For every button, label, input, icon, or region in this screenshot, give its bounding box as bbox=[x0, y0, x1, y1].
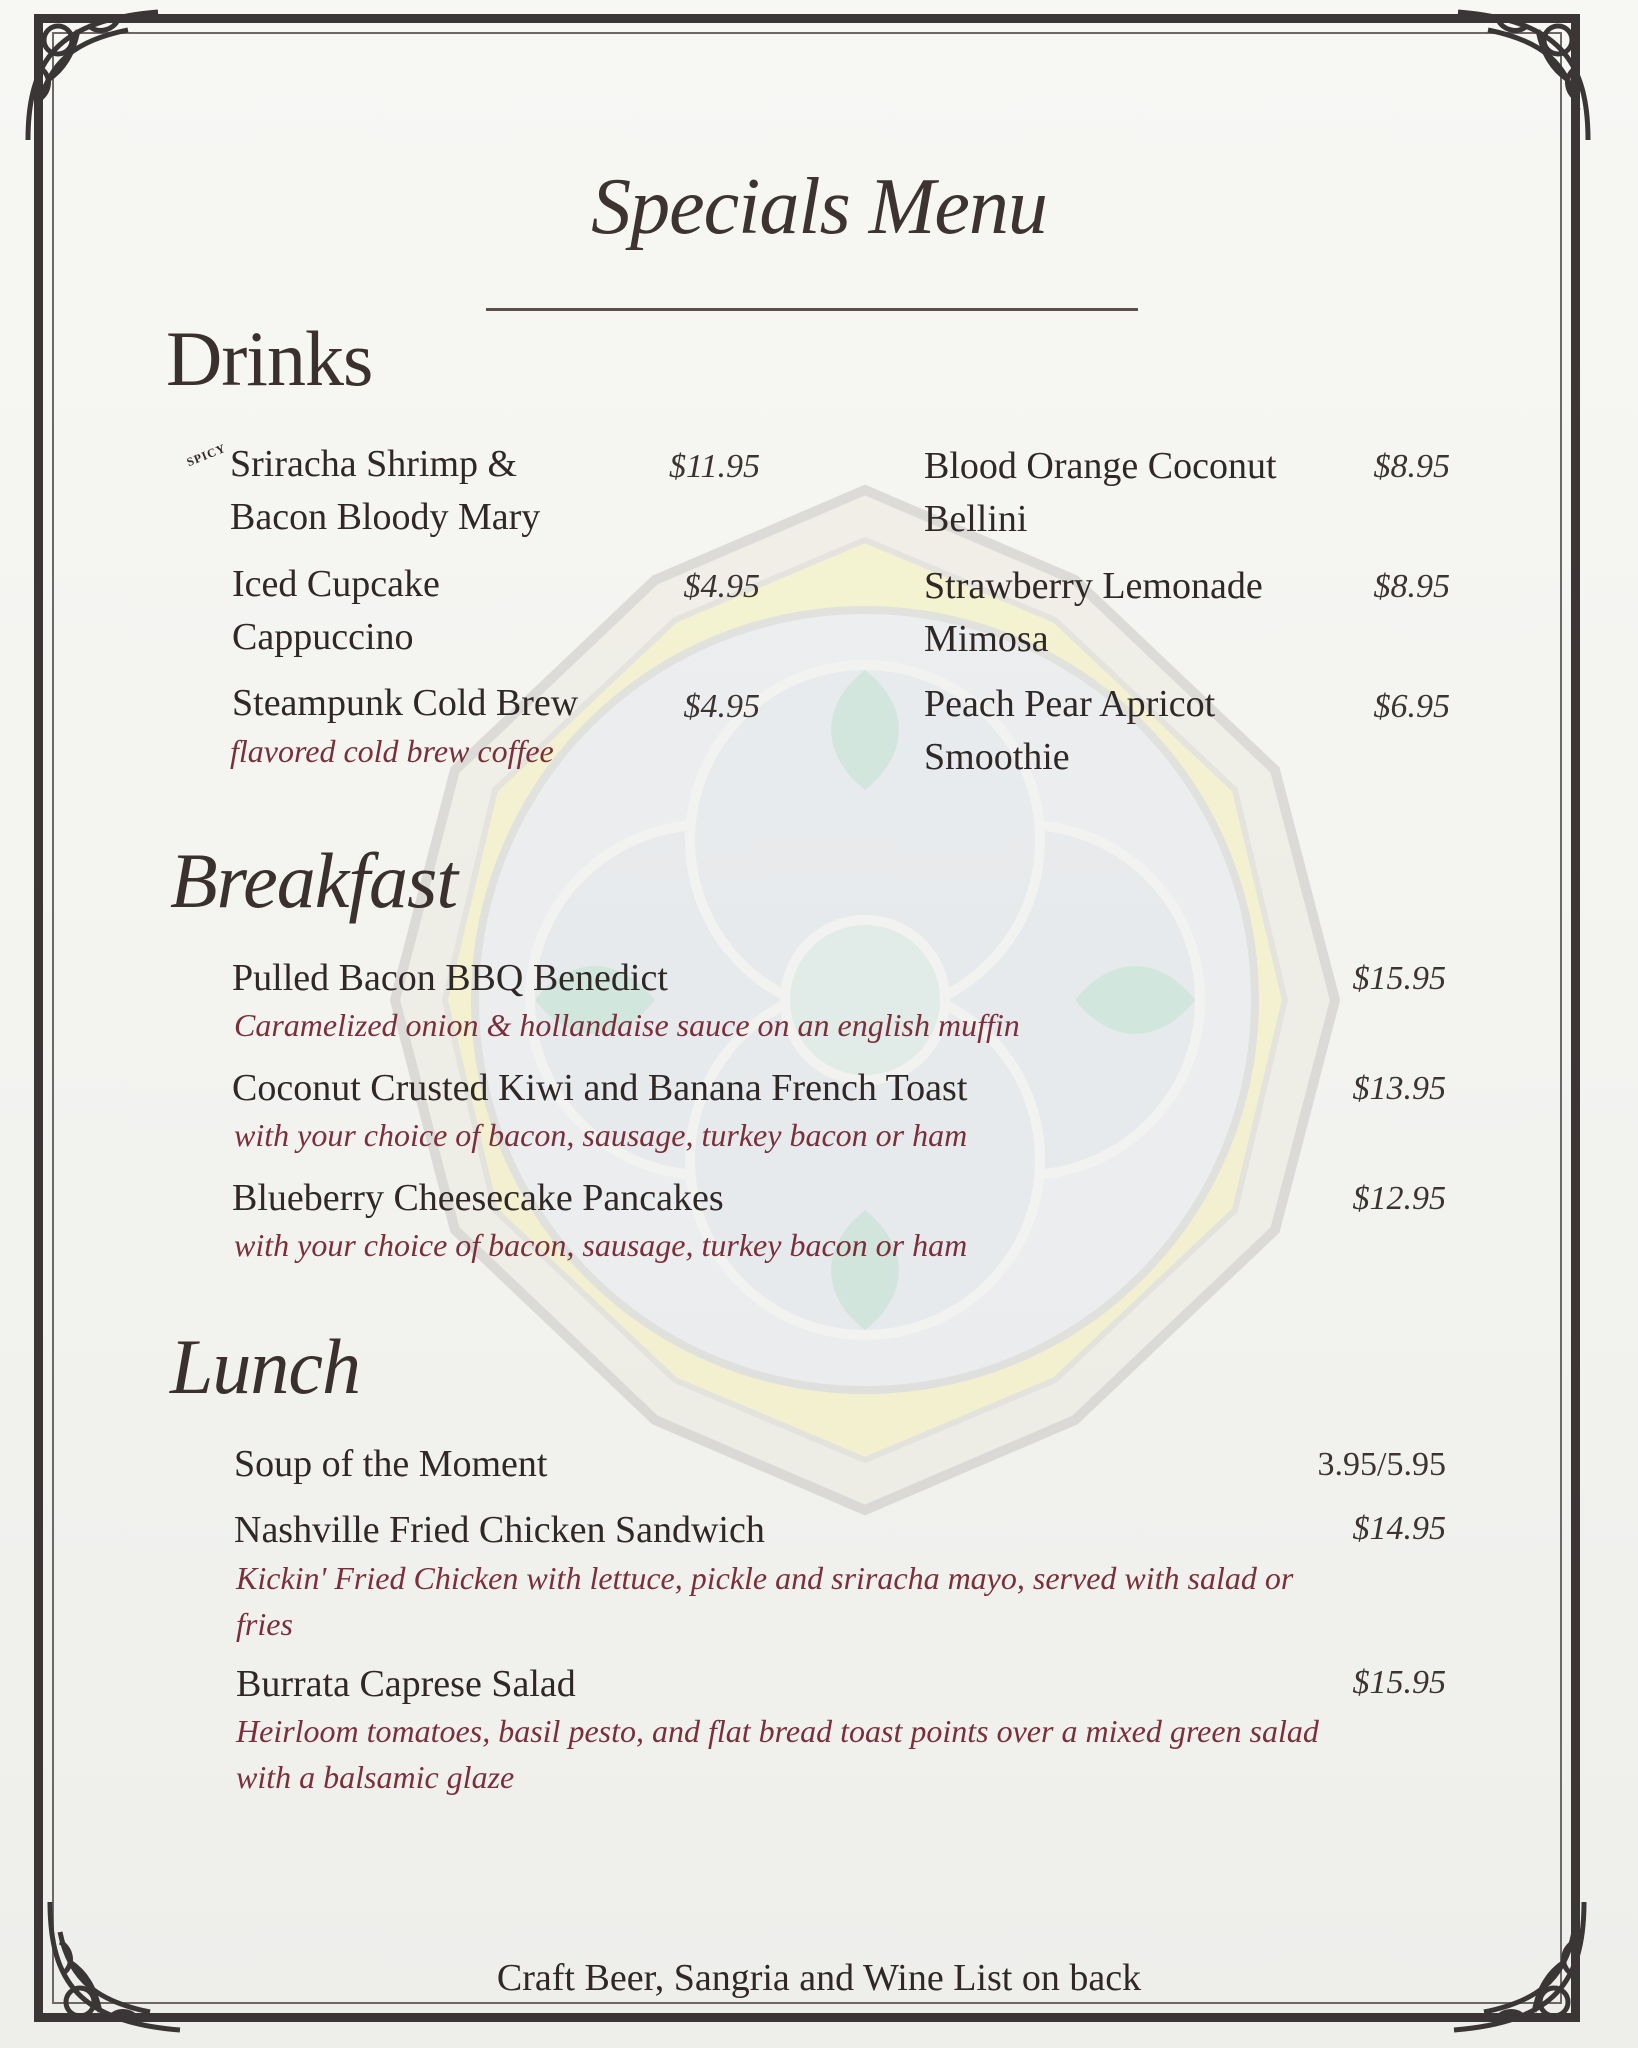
drink-name-line2: Cappuccino bbox=[232, 616, 414, 658]
drink-name: Blood Orange Coconut bbox=[924, 445, 1277, 487]
lunch-item-price: $14.95 bbox=[1352, 1510, 1446, 1547]
breakfast-item-name: Blueberry Cheesecake Pancakes bbox=[232, 1177, 724, 1219]
drink-price: $11.95 bbox=[669, 448, 760, 485]
menu-title: Specials Menu bbox=[591, 163, 1047, 251]
breakfast-item-description: with your choice of bacon, sausage, turkey bacon or ham bbox=[234, 1227, 968, 1263]
drink-name-line2: Smoothie bbox=[924, 736, 1070, 778]
lunch-item-price: 3.95/5.95 bbox=[1317, 1446, 1446, 1483]
drink-price: $8.95 bbox=[1373, 568, 1450, 605]
spicy-badge: SPICY bbox=[184, 440, 228, 470]
drink-name: Steampunk Cold Brew bbox=[232, 682, 579, 724]
breakfast-item-description: with your choice of bacon, sausage, turkey bacon or ham bbox=[234, 1117, 968, 1153]
drink-name: Strawberry Lemonade bbox=[924, 565, 1263, 607]
corner-flourish-icon bbox=[18, 0, 168, 150]
lunch-item-description: Heirloom tomatoes, basil pesto, and flat bread toast points over a mixed green salad bbox=[236, 1713, 1319, 1749]
corner-flourish-icon bbox=[1448, 0, 1598, 150]
breakfast-item-price: $15.95 bbox=[1352, 960, 1446, 997]
drink-price: $6.95 bbox=[1373, 688, 1450, 725]
breakfast-item-name: Coconut Crusted Kiwi and Banana French Toast bbox=[232, 1067, 968, 1109]
drink-name-line2: Mimosa bbox=[924, 618, 1049, 660]
section-heading-breakfast: Breakfast bbox=[170, 837, 458, 924]
drink-name: Sriracha Shrimp & bbox=[230, 443, 518, 485]
lunch-item-name: Burrata Caprese Salad bbox=[236, 1663, 576, 1705]
section-heading-lunch: Lunch bbox=[170, 1323, 360, 1410]
breakfast-item-price: $13.95 bbox=[1352, 1070, 1446, 1107]
drink-name: Iced Cupcake bbox=[232, 563, 440, 605]
footer-note: Craft Beer, Sangria and Wine List on back bbox=[496, 1957, 1142, 1999]
drink-name-line2: Bacon Bloody Mary bbox=[230, 496, 541, 538]
drink-description: flavored cold brew coffee bbox=[230, 733, 554, 769]
lunch-item-description-line2: fries bbox=[236, 1606, 293, 1642]
lunch-item-description: Kickin' Fried Chicken with lettuce, pickle and sriracha mayo, served with salad or bbox=[236, 1560, 1294, 1596]
section-heading-drinks: Drinks bbox=[166, 315, 373, 402]
drink-price: $4.95 bbox=[683, 688, 760, 725]
lunch-item-price: $15.95 bbox=[1352, 1664, 1446, 1701]
drink-price: $4.95 bbox=[683, 568, 760, 605]
title-divider bbox=[486, 308, 1138, 311]
drink-name-line2: Bellini bbox=[924, 498, 1028, 540]
breakfast-item-description: Caramelized onion & hollandaise sauce on an english muffin bbox=[234, 1007, 1020, 1043]
lunch-item-description-line2: with a balsamic glaze bbox=[236, 1759, 515, 1795]
drink-price: $8.95 bbox=[1373, 448, 1450, 485]
breakfast-item-price: $12.95 bbox=[1352, 1180, 1446, 1217]
lunch-item-name: Soup of the Moment bbox=[234, 1443, 548, 1485]
breakfast-item-name: Pulled Bacon BBQ Benedict bbox=[232, 957, 668, 999]
drink-name: Peach Pear Apricot bbox=[924, 683, 1216, 725]
lunch-item-name: Nashville Fried Chicken Sandwich bbox=[234, 1509, 765, 1551]
